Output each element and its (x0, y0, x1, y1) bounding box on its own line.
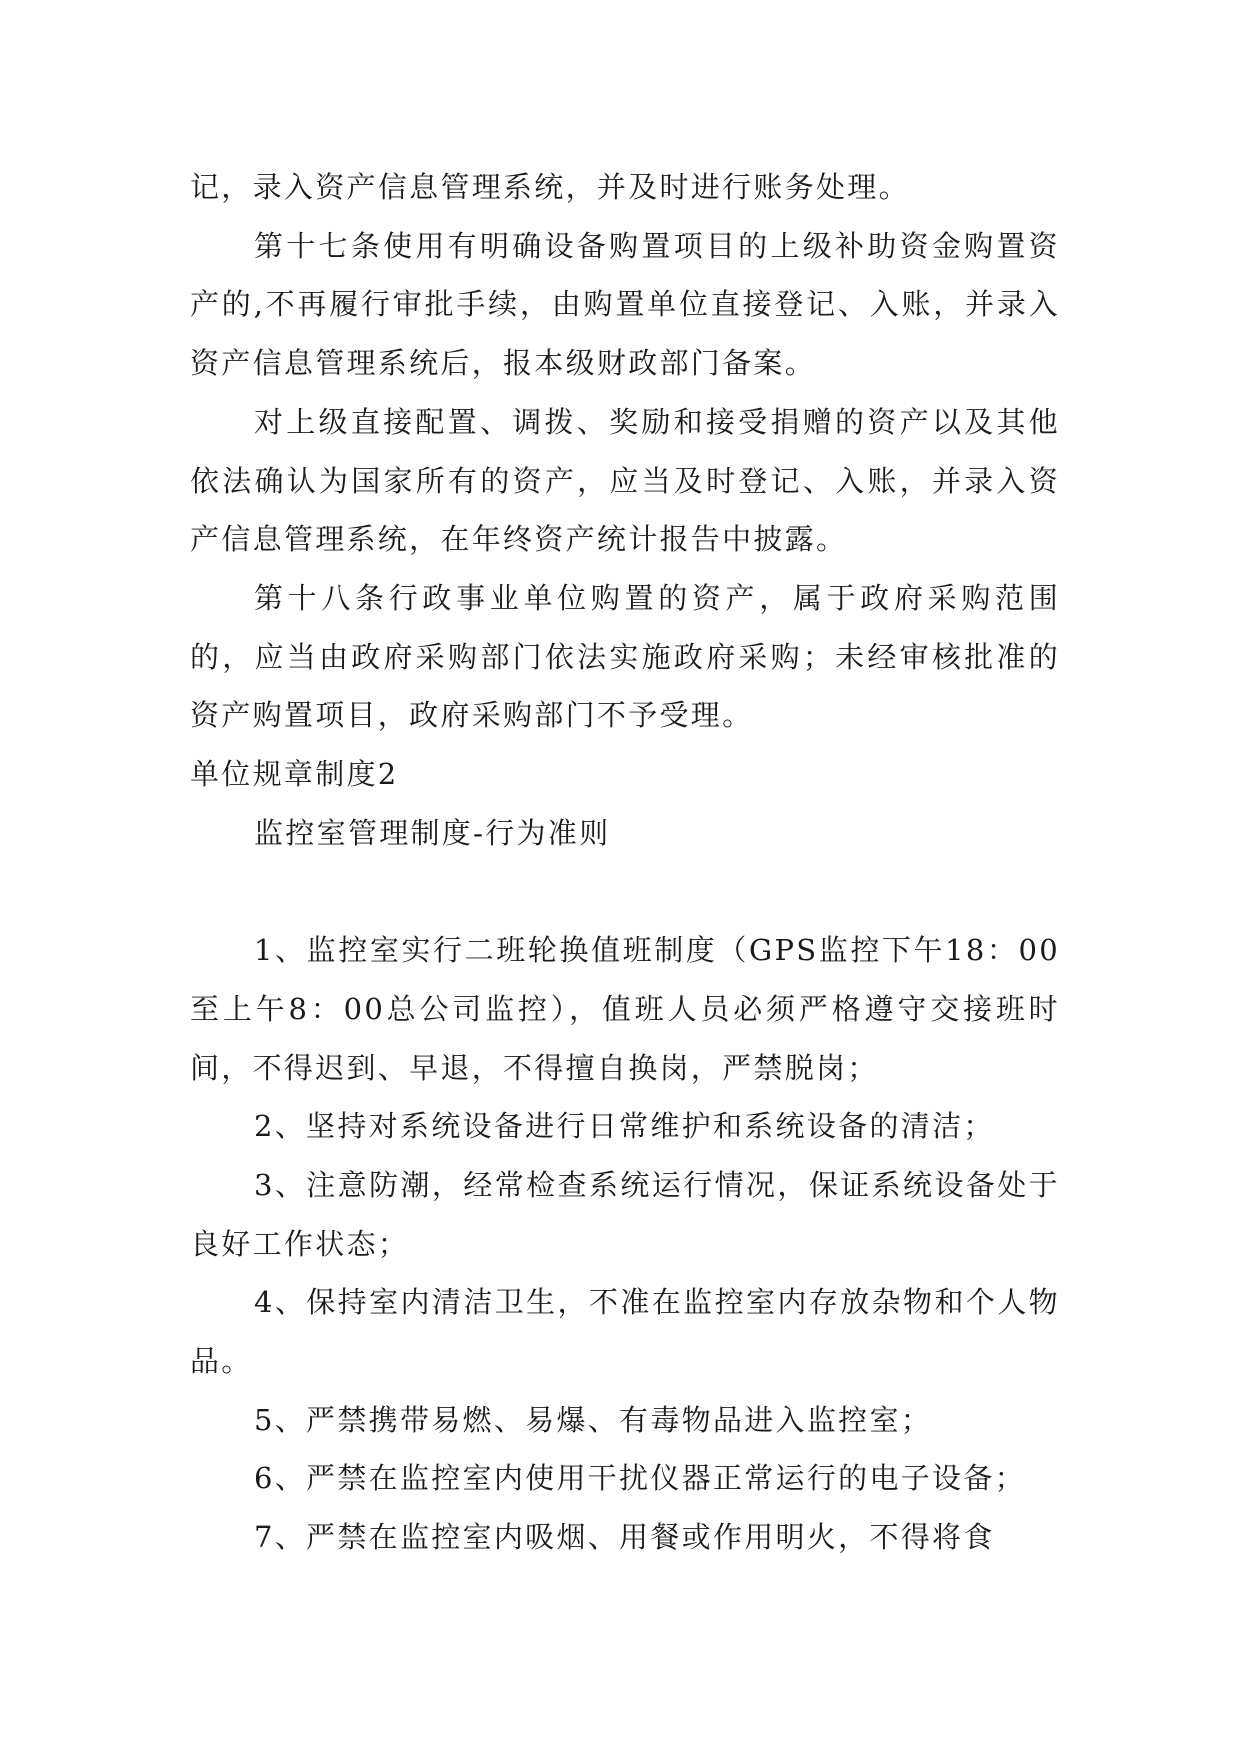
paragraph-allocated-assets: 对上级直接配置、调拨、奖励和接受捐赠的资产以及其他依法确认为国家所有的资产，应当及时登记、入账，并录入资产信息管理系统，在年终资产统计报告中披露。 (190, 404, 1060, 557)
paragraph-article-18: 第十八条行政事业单位购置的资产，属于政府采购范围的，应当由政府采购部门依法实施政府采购；未经审核批准的资产购置项目，政府采购部门不予受理。 (190, 580, 1060, 733)
rule-item: 7、严禁在监控室内吸烟、用餐或作用明火，不得将食 (254, 1520, 995, 1555)
rule-item: 1、监控室实行二班轮换值班制度（GPS监控下午18：00至上午8：00总公司监控），值班人员必须严格遵守交接班时间，不得迟到、早退，不得擅自换岗，严禁脱岗； (190, 933, 1060, 1085)
paragraph-continuation: 记，录入资产信息管理系统，并及时进行账务处理。 (190, 170, 910, 204)
section-heading: 单位规章制度2 (190, 757, 399, 792)
rule-item: 2、坚持对系统设备进行日常维护和系统设备的清洁； (254, 1109, 995, 1144)
rule-item: 6、严禁在监控室内使用干扰仪器正常运行的电子设备； (254, 1461, 1026, 1496)
section-subheading: 监控室管理制度-行为准则 (254, 815, 611, 850)
rule-item: 5、严禁携带易燃、易爆、有毒物品进入监控室； (254, 1402, 933, 1437)
rule-item: 4、保持室内清洁卫生，不准在监控室内存放杂物和个人物品。 (190, 1285, 1060, 1379)
rule-item: 3、注意防潮，经常检查系统运行情况，保证系统设备处于良好工作状态； (190, 1167, 1060, 1261)
document-body (190, 158, 1060, 1567)
paragraph-article-17: 第十七条使用有明确设备购置项目的上级补助资金购置资产的,不再履行审批手续，由购置单位直接登记、入账，并录入资产信息管理系统后，报本级财政部门备案。 (190, 228, 1060, 381)
